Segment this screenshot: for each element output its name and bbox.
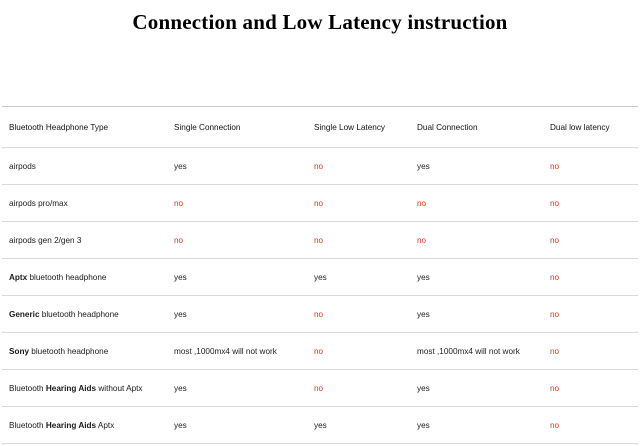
type-prefix: Bluetooth <box>9 383 46 393</box>
cell-single-connection: yes <box>167 296 307 333</box>
compatibility-table <box>2 106 638 444</box>
type-suffix: without Aptx <box>96 383 143 393</box>
table-row <box>2 259 638 296</box>
cell-single-connection: yes <box>167 407 307 444</box>
table-row <box>2 296 638 333</box>
document-page <box>0 9 640 446</box>
cell-single-low-latency: yes <box>307 407 410 444</box>
cell-headphone-type <box>2 370 167 407</box>
cell-dual-connection: no <box>410 185 543 222</box>
cell-dual-low-latency: no <box>543 333 638 370</box>
cell-dual-connection: yes <box>410 259 543 296</box>
type-emphasis: Hearing Aids <box>45 420 97 430</box>
table-row <box>2 370 638 407</box>
table-row <box>2 185 638 222</box>
cell-dual-connection: yes <box>410 407 543 444</box>
cell-single-connection: yes <box>167 259 307 296</box>
cell-single-low-latency: no <box>307 296 410 333</box>
cell-single-low-latency: no <box>307 222 410 259</box>
cell-headphone-type <box>2 407 167 444</box>
cell-single-low-latency: no <box>307 185 410 222</box>
cell-single-low-latency: yes <box>307 259 410 296</box>
type-emphasis: Aptx <box>9 272 28 282</box>
cell-dual-low-latency: no <box>543 407 638 444</box>
cell-single-low-latency: no <box>307 333 410 370</box>
type-suffix: bluetooth headphone <box>27 272 107 282</box>
cell-dual-low-latency: no <box>543 370 638 407</box>
table-row <box>2 407 638 444</box>
type-prefix: Bluetooth <box>9 420 46 430</box>
cell-headphone-type <box>2 185 167 222</box>
cell-dual-low-latency: no <box>543 259 638 296</box>
cell-headphone-type <box>2 259 167 296</box>
cell-headphone-type <box>2 148 167 185</box>
type-emphasis: Hearing Aids <box>45 383 97 393</box>
table-body <box>2 148 638 444</box>
page-title: Connection and Low Latency instruction <box>132 10 508 34</box>
cell-headphone-type <box>2 296 167 333</box>
cell-headphone-type <box>2 222 167 259</box>
column-header-type: Bluetooth Headphone Type <box>2 107 167 148</box>
type-suffix: airpods gen 2/gen 3 <box>9 235 82 245</box>
cell-single-low-latency: no <box>307 148 410 185</box>
cell-dual-connection: yes <box>410 370 543 407</box>
cell-dual-low-latency: no <box>543 222 638 259</box>
column-header-single-connection: Single Connection <box>167 107 307 148</box>
cell-single-connection: no <box>167 185 307 222</box>
cell-dual-low-latency: no <box>543 296 638 333</box>
cell-dual-low-latency: no <box>543 185 638 222</box>
compatibility-table-container <box>0 106 640 444</box>
cell-headphone-type <box>2 333 167 370</box>
type-suffix: bluetooth headphone <box>29 346 109 356</box>
type-suffix: airpods pro/max <box>9 198 68 208</box>
column-header-dual-low-latency: Dual low latency <box>543 107 638 148</box>
type-suffix: Aptx <box>96 420 115 430</box>
type-emphasis: Sony <box>9 346 30 356</box>
cell-single-connection: most ,1000mx4 will not work <box>167 333 307 370</box>
cell-dual-connection: yes <box>410 296 543 333</box>
cell-dual-low-latency: no <box>543 148 638 185</box>
cell-dual-connection: no <box>410 222 543 259</box>
cell-dual-connection: most ,1000mx4 will not work <box>410 333 543 370</box>
cell-single-connection: no <box>167 222 307 259</box>
table-header <box>2 107 638 148</box>
cell-single-connection: yes <box>167 148 307 185</box>
type-suffix: airpods <box>9 161 36 171</box>
table-row <box>2 222 638 259</box>
table-row <box>2 333 638 370</box>
type-suffix: bluetooth headphone <box>39 309 119 319</box>
cell-dual-connection: yes <box>410 148 543 185</box>
table-header-row <box>2 107 638 148</box>
table-row <box>2 148 638 185</box>
type-emphasis: Generic <box>9 309 40 319</box>
cell-single-low-latency: no <box>307 370 410 407</box>
cell-single-connection: yes <box>167 370 307 407</box>
column-header-single-low-latency: Single Low Latency <box>307 107 410 148</box>
column-header-dual-connection: Dual Connection <box>410 107 543 148</box>
